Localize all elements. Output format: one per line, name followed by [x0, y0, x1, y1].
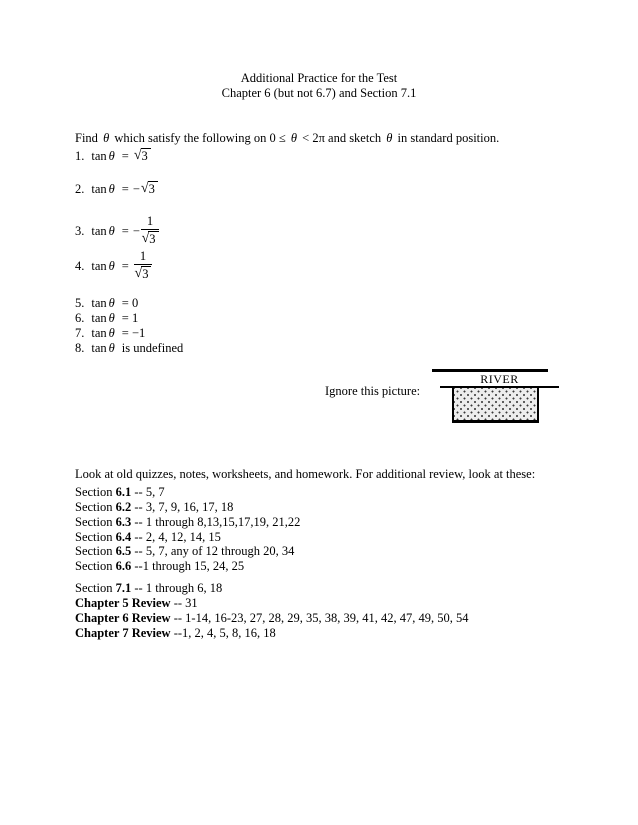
document-title — [0, 71, 638, 101]
radicand: 3 — [148, 231, 158, 248]
section-line — [75, 596, 469, 611]
denominator — [135, 265, 152, 283]
section-line — [75, 611, 469, 626]
section-line — [75, 530, 300, 545]
section-word: Section — [75, 559, 116, 574]
problem-7 — [75, 325, 145, 341]
section-line — [75, 626, 469, 641]
problem-8 — [75, 340, 183, 356]
section-word: Section — [75, 529, 116, 544]
section-list-chapter-6 — [75, 485, 300, 574]
problem-4 — [75, 249, 152, 283]
title-line-2: Chapter 6 (but not 6.7) and Section 7.1 — [221, 86, 417, 100]
theta-symbol: θ — [108, 340, 115, 355]
section-problems: -- 5, 7, any of 12 through 20, 34 — [131, 544, 295, 559]
section-line — [75, 485, 300, 500]
section-word: Section — [75, 581, 116, 595]
section-word: Section — [75, 514, 116, 529]
equals-sign: = — [121, 181, 129, 196]
review-intro: Look at old quizzes, notes, worksheets, and homework. For additional review, look at these: — [75, 466, 536, 481]
section-problems: --1, 2, 4, 5, 8, 16, 18 — [170, 625, 276, 640]
section-problems: -- 2, 4, 12, 14, 15 — [131, 529, 221, 544]
numerator: 1 — [141, 214, 159, 230]
theta-symbol: θ — [386, 130, 393, 145]
radicand: 3 — [141, 266, 151, 283]
intro-text: which satisfy the following on 0 ≤ — [114, 130, 286, 145]
problem-2 — [75, 181, 158, 197]
section-problems: -- 5, 7 — [131, 485, 165, 499]
section-line — [75, 559, 300, 574]
chapter-review-title: Chapter 5 Review — [75, 595, 171, 610]
section-problems: -- 31 — [170, 595, 198, 610]
problem-5 — [75, 295, 138, 311]
sqrt-expression — [141, 181, 158, 198]
section-number: 6.2 — [115, 499, 132, 514]
tan-function: tan — [91, 181, 107, 196]
equation-value: = −1 — [121, 325, 146, 340]
problem-1 — [75, 148, 151, 164]
section-number: 6.1 — [115, 485, 132, 499]
section-word: Section — [75, 544, 116, 559]
tan-function: tan — [91, 148, 107, 163]
tan-function: tan — [91, 310, 107, 325]
equation-value: = 0 — [121, 295, 139, 310]
fraction — [141, 214, 159, 248]
problem-3 — [75, 214, 159, 248]
section-line — [75, 581, 469, 596]
minus-sign: − — [132, 181, 140, 196]
equals-sign: = — [121, 258, 129, 273]
problem-number: 6. — [75, 310, 85, 325]
tan-function: tan — [91, 295, 107, 310]
theta-symbol: θ — [103, 130, 110, 145]
theta-symbol: θ — [290, 130, 298, 145]
tan-function: tan — [91, 223, 107, 238]
chapter-review-title: Chapter 7 Review — [75, 625, 171, 640]
section-word: Section — [75, 499, 116, 514]
theta-symbol: θ — [108, 223, 115, 238]
section-problems: --1 through 15, 24, 25 — [131, 559, 245, 574]
section-number: 6.3 — [115, 514, 132, 529]
radical-icon: √ — [134, 266, 143, 282]
section-number: 6.4 — [115, 529, 132, 544]
tan-function: tan — [91, 258, 107, 273]
section-line — [75, 544, 300, 559]
problem-number: 8. — [75, 340, 85, 355]
equals-sign: = — [121, 148, 129, 163]
problem-number: 7. — [75, 325, 85, 340]
sqrt-expression — [134, 148, 151, 165]
equation-value: is undefined — [121, 340, 184, 355]
section-word: Section — [75, 485, 116, 499]
equation-value: = 1 — [121, 310, 139, 325]
radical-icon: √ — [141, 231, 150, 247]
problem-number: 3. — [75, 223, 85, 238]
theta-symbol: θ — [108, 310, 115, 325]
problem-number: 1. — [75, 148, 85, 163]
section-number: 6.5 — [115, 544, 132, 559]
minus-sign: − — [132, 223, 140, 238]
radical-icon: √ — [140, 180, 149, 196]
theta-symbol: θ — [108, 325, 115, 340]
theta-symbol: θ — [108, 148, 115, 163]
radicand: 3 — [141, 148, 151, 165]
tan-function: tan — [91, 325, 107, 340]
problem-number: 2. — [75, 181, 85, 196]
problem-6 — [75, 310, 138, 326]
fraction — [134, 249, 152, 283]
radicand: 3 — [148, 181, 158, 198]
radical-icon: √ — [133, 147, 142, 163]
section-problems: -- 3, 7, 9, 16, 17, 18 — [131, 499, 234, 514]
intro-text: in standard position. — [397, 130, 500, 145]
section-problems: -- 1-14, 16-23, 27, 28, 29, 35, 38, 39, 41, 42, 47, 49, 50, 54 — [170, 610, 469, 625]
theta-symbol: θ — [108, 295, 115, 310]
section-number: 6.6 — [115, 559, 132, 574]
section-problems: -- 1 through 8,13,15,17,19, 21,22 — [131, 514, 301, 529]
section-number: 7.1 — [115, 581, 132, 595]
section-line — [75, 515, 300, 530]
chapter-review-title: Chapter 6 Review — [75, 610, 171, 625]
problem-number: 4. — [75, 258, 85, 273]
section-line — [75, 500, 300, 515]
section-list-chapter-7-reviews — [75, 581, 469, 640]
problem-number: 5. — [75, 295, 85, 310]
section-problems: -- 1 through 6, 18 — [131, 581, 223, 595]
river-label: RIVER — [480, 372, 519, 386]
denominator — [142, 230, 159, 248]
tan-function: tan — [91, 340, 107, 355]
intro-text: Find — [75, 130, 98, 145]
title-line-1: Additional Practice for the Test — [240, 71, 398, 85]
river-hatched-rectangle — [452, 388, 539, 423]
intro-text: < 2π and sketch — [302, 130, 382, 145]
equals-sign: = — [121, 223, 129, 238]
numerator: 1 — [134, 249, 152, 265]
theta-symbol: θ — [108, 258, 115, 273]
theta-symbol: θ — [108, 181, 115, 196]
ignore-picture-caption: Ignore this picture: — [325, 384, 421, 398]
instructions-sentence — [75, 131, 595, 146]
